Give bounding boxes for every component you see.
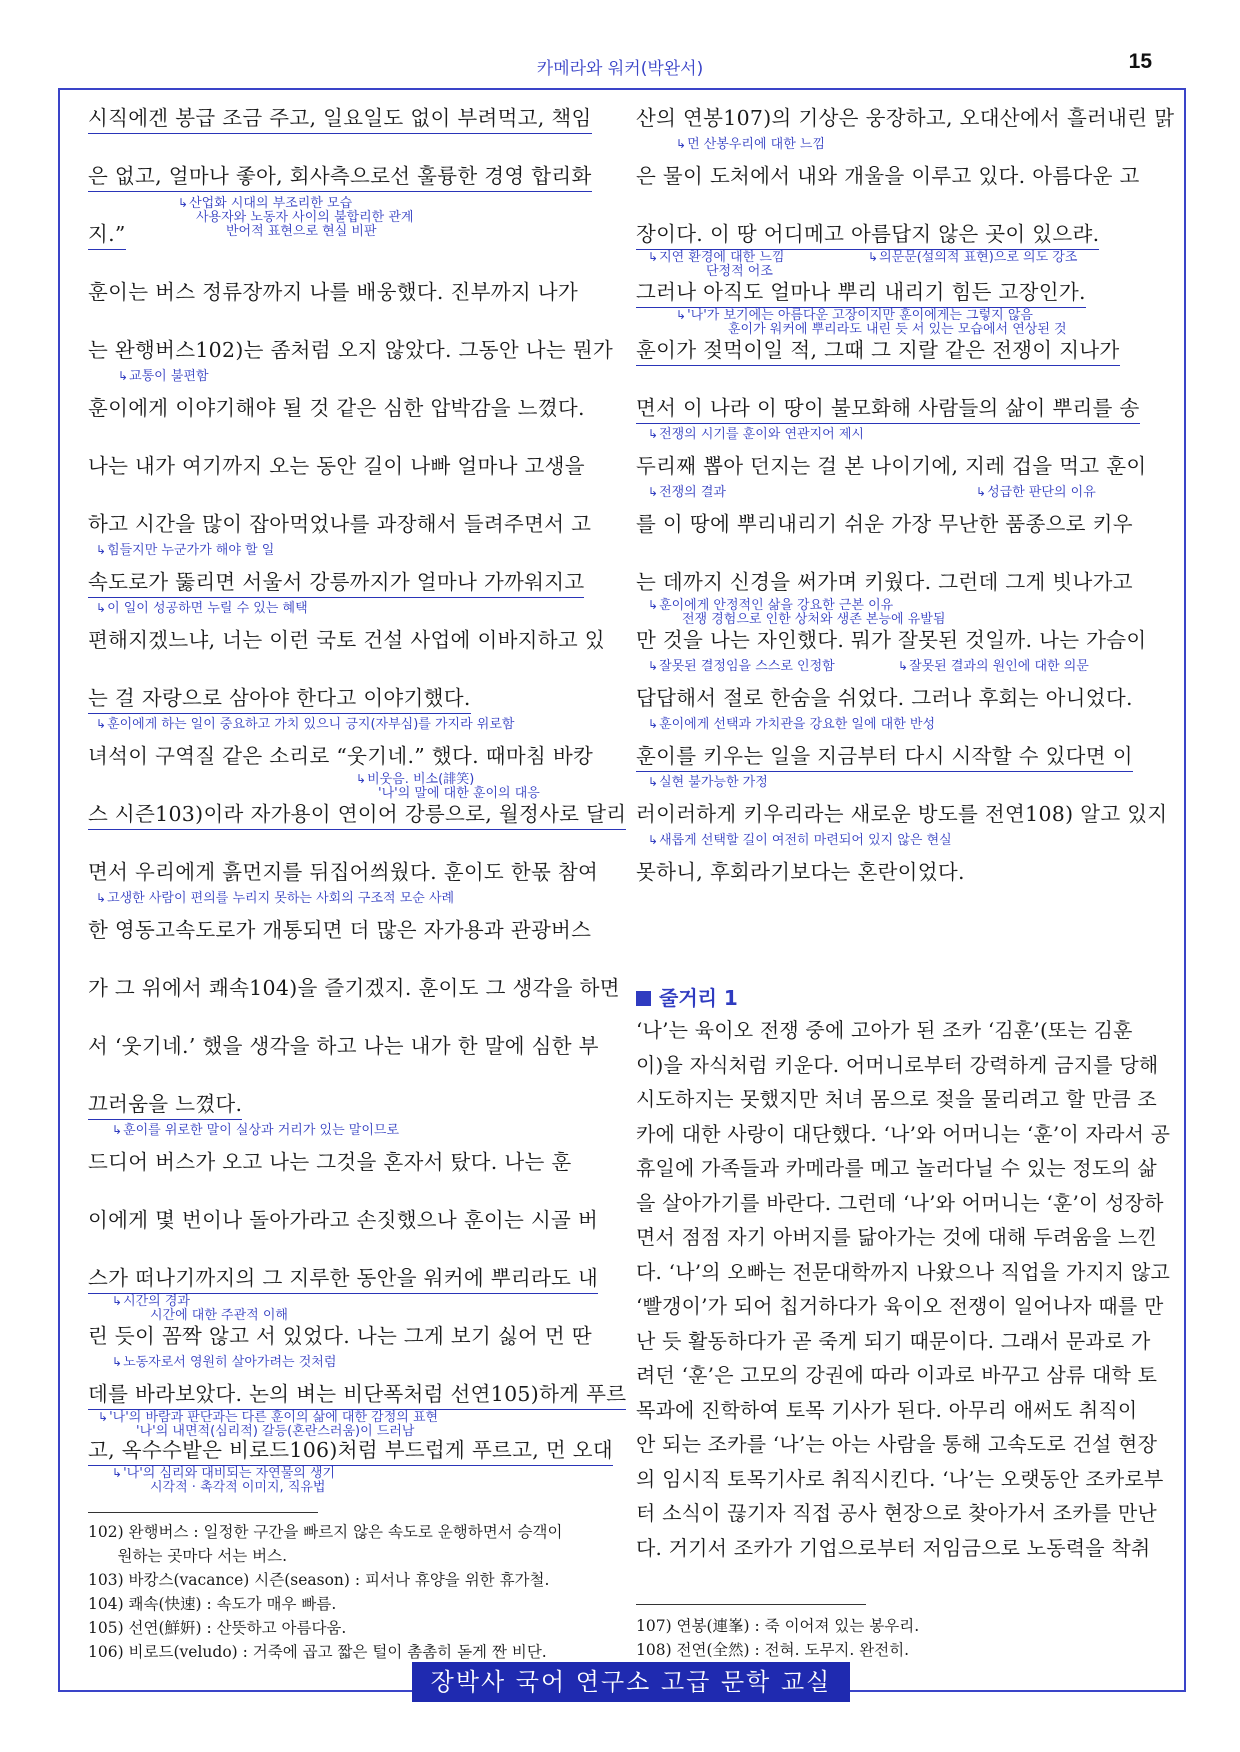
text-line — [636, 452, 1146, 510]
annotation: ↳ 노동자로서 영원히 살아가려는 것처럼 — [112, 1355, 336, 1370]
square-bullet-icon — [636, 991, 651, 1006]
line-text: 러이러하게 키우리라는 새로운 방도를 전연108) 알고 있지 — [636, 802, 1168, 826]
running-header-title: 카메라와 워커(박완서) — [536, 59, 704, 79]
line-text: 지.” — [88, 220, 126, 250]
line-text: 녀석이 구역질 같은 소리로 “웃기네.” 했다. 때마침 바캉 — [88, 744, 594, 768]
line-text: 은 물이 도처에서 내와 개울을 이루고 있다. 아름다운 고 — [636, 164, 1140, 188]
line-text: 는 데까지 신경을 써가며 키웠다. 그런데 그게 빗나가고 — [636, 570, 1133, 594]
summary-line: 난 듯 활동하다가 곧 죽게 되기 때문이다. 그래서 문과로 가 — [636, 1328, 1151, 1353]
annotation: ↳ 잘못된 결정임을 스스로 인정함 — [648, 659, 835, 674]
annotation: 훈이가 워커에 뿌리라도 내린 듯 서 있는 모습에서 연상된 것 — [728, 322, 1067, 337]
line-text: 답답해서 절로 한숨을 쉬었다. 그러나 후회는 아니었다. — [636, 686, 1133, 710]
footnote: 106) 비로드(veludo) : 거죽에 곱고 짧은 털이 촘촘히 돋게 짠 비단. — [88, 1643, 547, 1661]
line-text: 드디어 버스가 오고 나는 그것을 혼자서 탔다. 나는 훈 — [88, 1150, 572, 1174]
summary-line: 의 임시직 토목기사로 취직시킨다. ‘나’는 오랫동안 조카로부 — [636, 1466, 1164, 1491]
line-text: 서 ‘웃기네.’ 했을 생각을 하고 나는 내가 한 말에 심한 부 — [88, 1034, 599, 1058]
annotation: ↳ 먼 산봉우리에 대한 느낌 — [676, 137, 825, 152]
annotation: 사용자와 노동자 사이의 불합리한 관계 — [196, 210, 414, 225]
summary-line: 다. 거기서 조카가 기업으로부터 저임금으로 노동력을 착취 — [636, 1535, 1151, 1560]
annotation: ↳ 지연 환경에 대한 느낌 — [648, 250, 784, 265]
summary-line: 면서 점점 자기 아버지를 닮아가는 것에 대해 두려움을 느낀 — [636, 1225, 1157, 1249]
footnote: 107) 연봉(連峯) : 죽 이어져 있는 봉우리. — [636, 1617, 920, 1635]
left-footnotes — [88, 1520, 563, 1664]
line-text: 를 이 땅에 뿌리내리기 쉬운 가장 무난한 품종으로 키우 — [636, 512, 1133, 536]
summary-line: 안 되는 조카를 ‘나’는 아는 사람을 통해 고속도로 건설 현장 — [636, 1432, 1158, 1456]
footnote: 108) 전연(全然) : 전혀. 도무지. 완전히. — [636, 1641, 910, 1659]
annotation: ↳ '나'가 보기에는 아름다운 고장이지만 훈이에게는 그렇지 않음 — [676, 308, 1033, 323]
text-line — [636, 220, 1146, 278]
summary-line: 다. ‘나’의 오빠는 전문대학까지 나왔으나 직업을 가지지 않고 — [636, 1259, 1171, 1284]
line-text: 하고 시간을 많이 잡아먹었나를 과장해서 들려주면서 고 — [88, 512, 592, 536]
line-text: 두리째 뽑아 던지는 걸 본 나이기에, 지레 겁을 먹고 훈이 — [636, 454, 1147, 478]
text-line — [636, 510, 1146, 568]
text-line — [88, 916, 598, 974]
text-line — [636, 800, 1168, 858]
annotation: 시간에 대한 주관적 이해 — [150, 1308, 288, 1323]
annotation: ↳ 전쟁의 시기를 훈이와 연관지어 제시 — [648, 427, 864, 442]
summary-line: 터 소식이 끊기자 직접 공사 현장으로 찾아가서 조카를 만난 — [636, 1501, 1157, 1525]
annotation: ↳ 시간의 경과 — [112, 1294, 190, 1309]
annotation: 반어적 표현으로 현실 비판 — [226, 224, 377, 239]
text-line — [88, 1206, 598, 1264]
annotation: ↳ 힘들지만 누군가가 해야 할 일 — [96, 543, 274, 558]
annotation: ↳ 훈이를 위로한 말이 실상과 거리가 있는 말이므로 — [112, 1123, 399, 1138]
text-line — [88, 568, 598, 626]
footnote-divider — [636, 1604, 866, 1605]
footer-banner: 장박사 국어 연구소 고급 문학 교실 — [412, 1662, 850, 1702]
line-text: 훈이를 키우는 일을 지금부터 다시 시작할 수 있다면 이 — [636, 742, 1133, 772]
summary-line: 카에 대한 사랑이 대단했다. ‘나’와 어머니는 ‘훈’이 자라서 공 — [636, 1121, 1171, 1146]
text-line — [636, 684, 1146, 742]
page-number: 15 — [1128, 50, 1152, 73]
left-column — [88, 104, 627, 1495]
annotation: ↳ 훈이에게 안정적인 삶을 강요한 근본 이유 — [648, 598, 893, 613]
text-line — [636, 858, 1146, 916]
line-text: 장이다. 이 땅 어디메고 아름답지 않은 곳이 있으랴. — [636, 220, 1099, 250]
footnote: 102) 완행버스 : 일정한 구간을 빠르지 않은 속도로 운행하면서 승객이 — [88, 1523, 563, 1541]
line-text: 훈이는 버스 정류장까지 나를 배웅했다. 진부까지 나가 — [88, 280, 578, 304]
annotation: '나'의 말에 대한 훈이의 대응 — [378, 786, 540, 801]
line-text: 면서 우리에게 흙먼지를 뒤집어씌웠다. 훈이도 한몫 참여 — [88, 860, 599, 884]
text-line — [88, 1380, 627, 1439]
text-line — [636, 104, 1175, 162]
text-line — [88, 1264, 598, 1322]
right-column — [636, 104, 1175, 916]
text-line — [88, 1436, 614, 1495]
annotation: 시각적 · 촉각적 이미지, 직유법 — [150, 1480, 326, 1495]
text-line — [88, 974, 620, 1032]
line-text: 은 없고, 얼마나 좋아, 회사측으로선 훌륭한 경영 합리화 — [88, 162, 592, 192]
line-text: 데를 바라보았다. 논의 벼는 비단폭처럼 선연105)하게 푸르 — [88, 1380, 626, 1410]
line-text: 나는 내가 여기까지 오는 동안 길이 나빠 얼마나 고생을 — [88, 454, 585, 478]
text-line — [88, 742, 598, 800]
annotation: ↳ 실현 불가능한 가정 — [648, 775, 768, 790]
line-text: 가 그 위에서 쾌속104)을 즐기겠지. 훈이도 그 생각을 하면 — [88, 976, 620, 1000]
text-line — [88, 104, 598, 162]
line-text: 산의 연봉107)의 기상은 웅장하고, 오대산에서 흘러내린 맑 — [636, 106, 1175, 130]
summary-line: 려던 ‘훈’은 고모의 강권에 따라 이과로 바꾸고 삼류 대학 토 — [636, 1363, 1158, 1387]
annotation: ↳ 훈이에게 하는 일이 중요하고 가치 있으니 긍지(자부심)를 가지라 위로함 — [96, 717, 514, 732]
summary-line: ‘나’는 육이오 전쟁 중에 고아가 된 조카 ‘김훈’(또는 김훈 — [636, 1018, 1133, 1042]
annotation: ↳ 의문문(설의적 표현)으로 의도 강조 — [868, 250, 1077, 265]
annotation: ↳ 비웃음. 비소(誹笑) — [356, 772, 474, 787]
line-text: 시직에겐 봉급 조금 주고, 일요일도 없이 부려먹고, 책임 — [88, 104, 592, 134]
annotation: ↳ 훈이에게 선택과 가치관을 강요한 일에 대한 반성 — [648, 717, 935, 732]
summary-heading — [636, 982, 1170, 1011]
text-line — [636, 742, 1146, 800]
summary-line: 시도하지는 못했지만 처녀 몸으로 젖을 물리려고 할 만큼 조 — [636, 1087, 1157, 1111]
text-line — [88, 162, 598, 225]
text-line — [88, 1032, 598, 1090]
line-text: 한 영동고속도로가 개통되면 더 많은 자가용과 관광버스 — [88, 918, 592, 942]
line-text: 면서 이 나라 이 땅이 불모화해 사람들의 삶이 뿌리를 송 — [636, 394, 1140, 424]
annotation: ↳ 새롭게 선택할 길이 여전히 마련되어 있지 않은 현실 — [648, 833, 952, 848]
text-line — [88, 510, 598, 568]
line-text: 스 시즌103)이라 자가용이 연이어 강릉으로, 월정사로 달리 — [88, 800, 626, 830]
summary-line: 휴일에 가족들과 카메라를 메고 놀러다닐 수 있는 정도의 삶 — [636, 1156, 1157, 1180]
line-text: 는 완행버스102)는 좀처럼 오지 않았다. 그동안 나는 뭔가 — [88, 338, 614, 362]
text-line — [88, 626, 605, 684]
summary-section — [636, 982, 1170, 1565]
line-text: 끄러움을 느꼈다. — [88, 1090, 242, 1120]
summary-heading-text: 줄거리 1 — [659, 986, 738, 1010]
summary-line: 을 살아가기를 바란다. 그런데 ‘나’와 어머니는 ‘훈’이 성장하 — [636, 1190, 1164, 1215]
annotation: ↳ 교통이 불편함 — [118, 369, 209, 384]
summary-line: 이)을 자식처럼 키운다. 어머니로부터 강력하게 금지를 당해 — [636, 1052, 1159, 1077]
text-line — [88, 278, 598, 336]
text-line — [88, 1090, 598, 1148]
annotation: ↳ 전쟁의 결과 — [648, 485, 726, 500]
text-line — [88, 800, 627, 858]
footnote: 104) 쾌속(快速) : 속도가 매우 빠름. — [88, 1595, 337, 1613]
summary-line: ‘빨갱이’가 되어 칩거하다가 육이오 전쟁이 일어나자 때를 만 — [636, 1294, 1164, 1318]
text-line — [636, 336, 1146, 394]
text-line — [88, 858, 598, 916]
annotation: ↳ 성급한 판단의 이유 — [976, 485, 1096, 500]
line-text: 는 걸 자랑으로 삼아야 한다고 이야기했다. — [88, 684, 471, 714]
text-line — [88, 1322, 598, 1380]
line-text: 이에게 몇 번이나 돌아가라고 손짓했으나 훈이는 시골 버 — [88, 1208, 599, 1232]
line-text: 훈이에게 이야기해야 될 것 같은 심한 압박감을 느꼈다. — [88, 396, 585, 420]
annotation: ↳ 고생한 사람이 편의를 누리지 못하는 사회의 구조적 모순 사례 — [96, 891, 454, 906]
text-line — [88, 336, 614, 394]
annotation: '나'의 내면적(심리적) 갈등(혼란스러움)이 드러남 — [136, 1424, 415, 1439]
annotation: ↳ '나'의 바람과 판단과는 다른 훈이의 삶에 대한 감정의 표현 — [98, 1410, 438, 1425]
text-line — [636, 626, 1146, 684]
line-text: 만 것을 나는 자인했다. 뭐가 잘못된 것일까. 나는 가슴이 — [636, 628, 1147, 652]
text-line — [636, 394, 1146, 452]
line-text: 훈이가 젖먹이일 적, 그때 그 지랄 같은 전쟁이 지나가 — [636, 336, 1120, 366]
text-line — [88, 1148, 598, 1206]
line-text: 속도로가 뚫리면 서울서 강릉까지가 얼마나 가까워지고 — [88, 568, 584, 598]
footnote: 원하는 곳마다 서는 버스. — [88, 1547, 288, 1565]
annotation: ↳ 산업화 시대의 부조리한 모습 — [178, 196, 352, 211]
text-line — [636, 568, 1146, 626]
summary-line: 목과에 진학하여 토목 기사가 된다. 아무리 애써도 취직이 — [636, 1397, 1138, 1422]
footnote-divider — [88, 1512, 318, 1513]
annotation: ↳ 이 일이 성공하면 누릴 수 있는 혜택 — [96, 601, 308, 616]
line-text: 스가 떠나기까지의 그 지루한 동안을 워커에 뿌리라도 내 — [88, 1264, 598, 1294]
text-line — [88, 394, 598, 452]
text-line — [636, 162, 1146, 220]
line-text: 못하니, 후회라기보다는 혼란이었다. — [636, 860, 965, 884]
text-line — [88, 684, 598, 742]
line-text: 고, 옥수수밭은 비로드106)처럼 부드럽게 푸르고, 먼 오대 — [88, 1436, 613, 1466]
summary-body — [636, 1013, 1170, 1565]
annotation: ↳ 잘못된 결과의 원인에 대한 의문 — [898, 659, 1089, 674]
line-text: 그러나 아직도 얼마나 뿌리 내리기 힘든 고장인가. — [636, 278, 1086, 308]
annotation: 전쟁 경험으로 인한 상처와 생존 본능에 유발됨 — [682, 612, 946, 627]
text-line — [88, 220, 598, 278]
annotation: ↳ '나'의 심리와 대비되는 자연물의 생기 — [112, 1466, 335, 1481]
footnote: 105) 선연(鮮姸) : 산뜻하고 아름다움. — [88, 1619, 347, 1637]
line-text: 편해지겠느냐, 너는 이런 국토 건설 사업에 이바지하고 있 — [88, 628, 605, 652]
line-text: 린 듯이 꼼짝 않고 서 있었다. 나는 그게 보기 싫어 먼 딴 — [88, 1324, 592, 1348]
text-line — [88, 452, 598, 510]
footnote: 103) 바캉스(vacance) 시즌(season) : 피서나 휴양을 위한 휴가철. — [88, 1571, 550, 1589]
right-footnotes — [636, 1614, 919, 1662]
text-line — [636, 278, 1146, 336]
annotation: 단정적 어조 — [706, 264, 773, 279]
